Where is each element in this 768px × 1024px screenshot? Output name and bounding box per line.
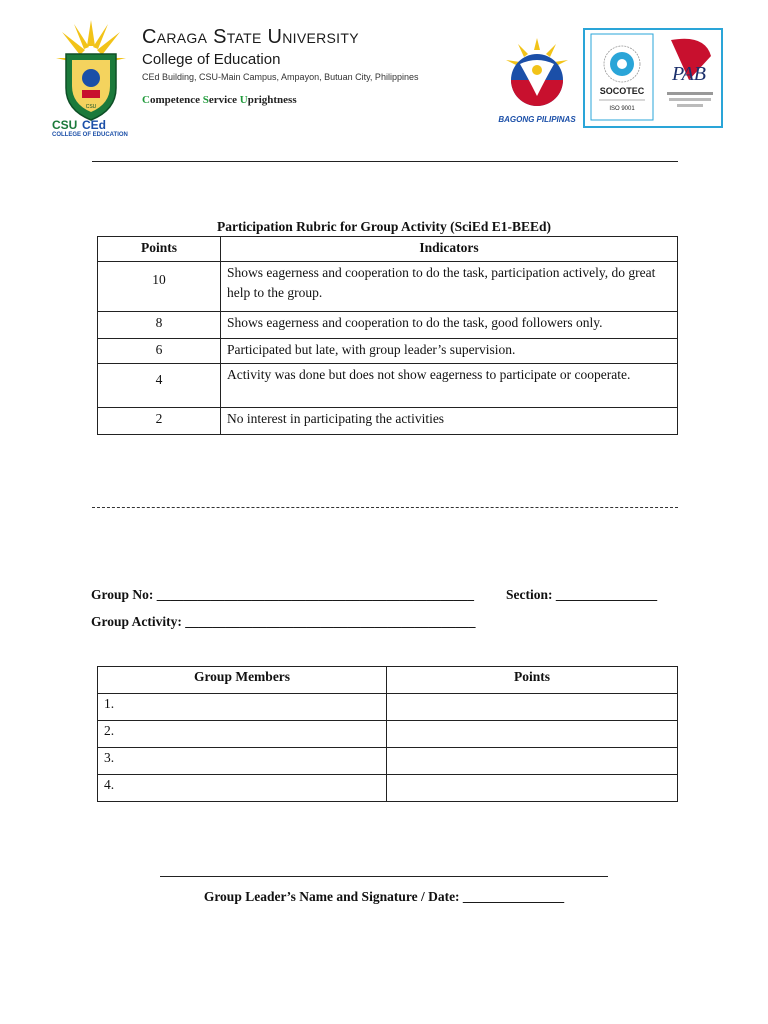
rubric-row: [98, 339, 678, 364]
rubric-header-indicators: Indicators: [221, 237, 678, 262]
member-row[interactable]: [98, 694, 678, 721]
member-points-cell[interactable]: [387, 721, 678, 748]
cut-line-divider: [92, 507, 678, 508]
rubric-points: 2: [98, 408, 221, 435]
csu-ced-seal-logo: [52, 18, 130, 136]
rubric-indicator: Participated but late, with group leader’s supervision.: [221, 339, 678, 364]
university-name: Caraga State University: [142, 26, 359, 48]
certification-logos: [583, 28, 723, 128]
motto-word-competence: ompetence: [149, 94, 203, 106]
rubric-row: [98, 262, 678, 312]
rubric-row: [98, 312, 678, 339]
rubric-indicator: Shows eagerness and cooperation to do the task, good followers only.: [221, 312, 678, 339]
svg-text:CEd: CEd: [82, 118, 106, 132]
iso-text: ISO 9001: [609, 106, 635, 112]
rubric-points: 4: [98, 364, 221, 408]
rubric-indicator: Shows eagerness and cooperation to do the task, participation actively, do great help to the group.: [221, 262, 678, 312]
member-row[interactable]: [98, 775, 678, 802]
bagong-pilipinas-logo: [496, 36, 578, 128]
motto-initial-service: S: [202, 94, 209, 106]
header-divider: [92, 161, 678, 162]
rubric-indicator: No interest in participating the activities: [221, 408, 678, 435]
svg-text:CSU: CSU: [52, 118, 78, 132]
signature-line[interactable]: [160, 876, 608, 877]
svg-text:CSU: CSU: [85, 104, 97, 110]
group-members-table: [97, 666, 678, 802]
college-address: CEd Building, CSU-Main Campus, Ampayon, Butuan City, Philippines: [142, 72, 419, 82]
rubric-table: [97, 236, 678, 435]
member-points-cell[interactable]: [387, 694, 678, 721]
signature-label: Group Leader’s Name and Signature / Date: _______________: [203, 889, 565, 904]
section-field[interactable]: Section: _______________: [506, 587, 658, 602]
bagong-pilipinas-text: BAGONG PILIPINAS: [498, 115, 576, 124]
svg-text:COLLEGE OF EDUCATION: COLLEGE OF EDUCATION: [52, 132, 128, 136]
members-header-points: Points: [387, 667, 678, 694]
group-no-field[interactable]: Group No: _______________________________________________: [91, 587, 475, 602]
member-name-cell[interactable]: 1.: [98, 694, 387, 721]
motto-word-uprightness: prightness: [247, 94, 297, 106]
college-name: College of Education: [142, 51, 281, 68]
member-name-cell[interactable]: 2.: [98, 721, 387, 748]
rubric-points: 6: [98, 339, 221, 364]
member-name-cell[interactable]: 4.: [98, 775, 387, 802]
motto-initial-competence: C: [142, 94, 150, 106]
rubric-row: [98, 364, 678, 408]
member-points-cell[interactable]: [387, 775, 678, 802]
rubric-indicator: Activity was done but does not show eagerness to participate or cooperate.: [221, 364, 678, 408]
motto: [142, 94, 297, 106]
socotec-text: SOCOTEC: [599, 86, 645, 96]
member-row[interactable]: [98, 721, 678, 748]
member-points-cell[interactable]: [387, 748, 678, 775]
motto-word-service: ervice: [208, 94, 240, 106]
member-name-cell[interactable]: 3.: [98, 748, 387, 775]
group-activity-field[interactable]: Group Activity: ___________________________________________: [91, 614, 476, 629]
rubric-header-row: [98, 237, 678, 262]
rubric-points: 10: [98, 262, 221, 312]
member-row[interactable]: [98, 748, 678, 775]
members-header-row: [98, 667, 678, 694]
rubric-title: Participation Rubric for Group Activity (SciEd E1-BEEd): [216, 219, 551, 234]
rubric-header-points: Points: [98, 237, 221, 262]
motto-initial-uprightness: U: [239, 94, 248, 106]
members-header-members: Group Members: [98, 667, 387, 694]
rubric-points: 8: [98, 312, 221, 339]
pab-text: PAB: [671, 63, 707, 85]
rubric-row: [98, 408, 678, 435]
